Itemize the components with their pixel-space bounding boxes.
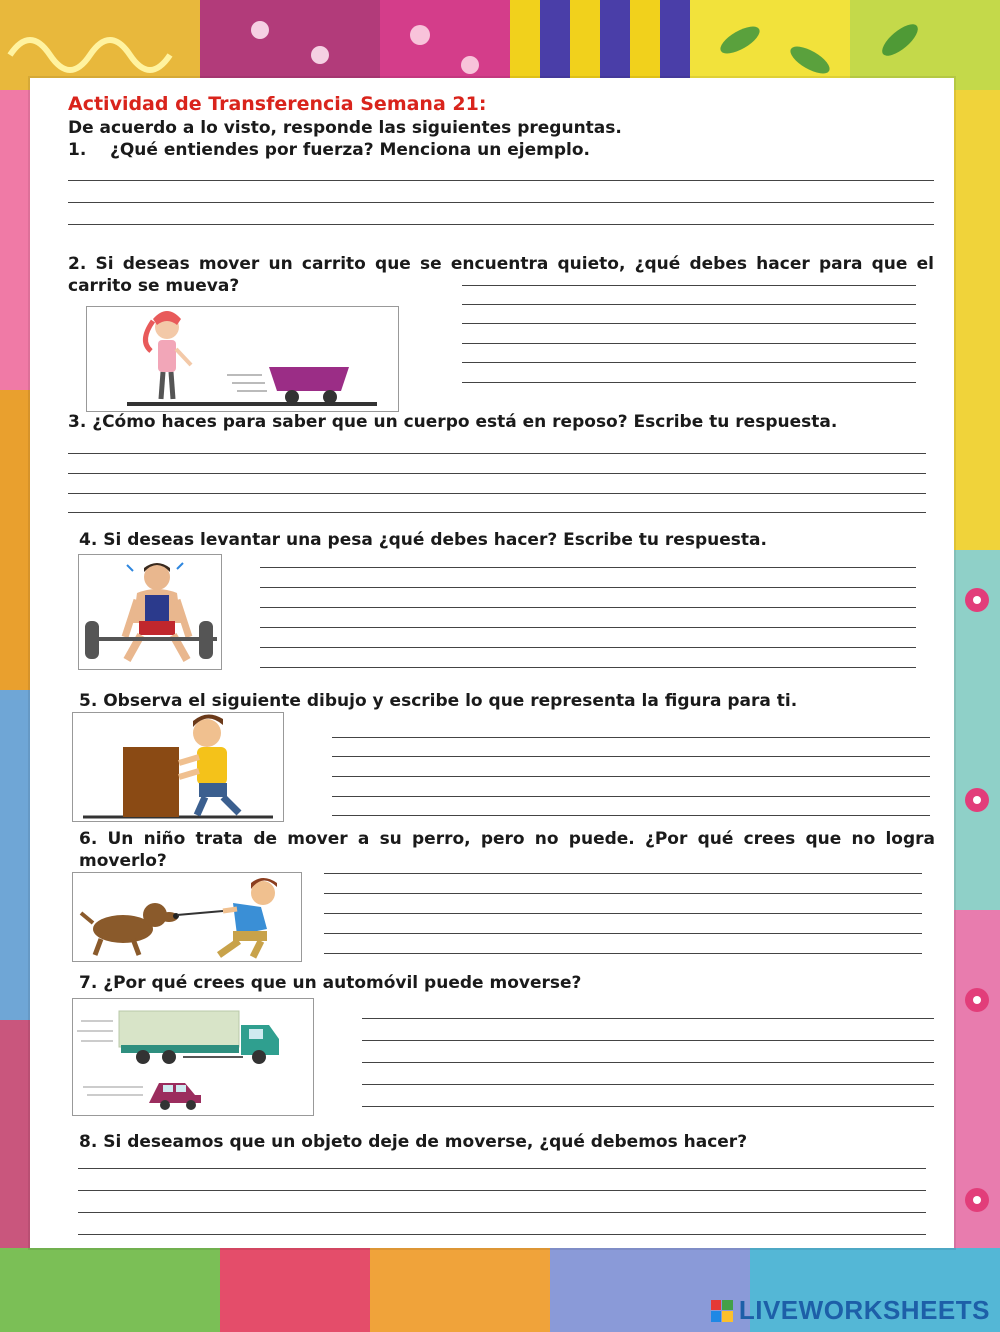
- answer-line[interactable]: [260, 647, 916, 648]
- answer-line[interactable]: [78, 1190, 926, 1191]
- answer-line[interactable]: [332, 815, 930, 816]
- answer-line[interactable]: [324, 953, 922, 954]
- answer-line[interactable]: [462, 362, 916, 363]
- boy-pulling-dog-illustration: [72, 872, 302, 962]
- truck-and-car-moving-illustration: [72, 998, 314, 1116]
- boy-pushing-box-illustration: [72, 712, 284, 822]
- answer-line[interactable]: [462, 382, 916, 383]
- answer-line[interactable]: [362, 1106, 934, 1107]
- answer-line[interactable]: [68, 473, 926, 474]
- question-5: 5. Observa el siguiente dibujo y escribe lo que representa la figura para ti.: [79, 691, 798, 711]
- weightlifter-illustration: [78, 554, 222, 670]
- top-border-pattern: [0, 0, 1000, 90]
- answer-line[interactable]: [362, 1062, 934, 1063]
- answer-line[interactable]: [78, 1212, 926, 1213]
- girl-pulling-wagon-illustration: [86, 306, 399, 412]
- question-2: 2. Si deseas mover un carrito que se encuentra quieto, ¿qué debes hacer para que el carrito se mueva?: [68, 254, 934, 296]
- answer-line[interactable]: [332, 756, 930, 757]
- answer-line[interactable]: [324, 913, 922, 914]
- liveworksheets-logo: [711, 1295, 990, 1326]
- answer-line[interactable]: [260, 587, 916, 588]
- question-4: 4. Si deseas levantar una pesa ¿qué debes hacer? Escribe tu respuesta.: [79, 530, 767, 550]
- answer-line[interactable]: [260, 607, 916, 608]
- answer-line[interactable]: [462, 323, 916, 324]
- worksheet-sheet: [30, 78, 954, 1248]
- answer-line[interactable]: [324, 893, 922, 894]
- question-8: 8. Si deseamos que un objeto deje de moverse, ¿qué debemos hacer?: [79, 1132, 748, 1152]
- answer-line[interactable]: [68, 493, 926, 494]
- answer-line[interactable]: [362, 1018, 934, 1019]
- answer-line[interactable]: [462, 304, 916, 305]
- answer-line[interactable]: [324, 933, 922, 934]
- answer-line[interactable]: [68, 224, 934, 225]
- liveworksheets-logo-icon: [711, 1300, 733, 1322]
- answer-line[interactable]: [362, 1084, 934, 1085]
- answer-line[interactable]: [324, 873, 922, 874]
- answer-line[interactable]: [462, 285, 916, 286]
- answer-line[interactable]: [332, 796, 930, 797]
- answer-line[interactable]: [68, 180, 934, 181]
- answer-line[interactable]: [78, 1168, 926, 1169]
- answer-line[interactable]: [68, 453, 926, 454]
- question-6: 6. Un niño trata de mover a su perro, pero no puede. ¿Por qué crees que no logra moverlo?: [79, 829, 935, 871]
- answer-line[interactable]: [260, 627, 916, 628]
- brand-name: LIVEWORKSHEETS: [738, 1295, 990, 1325]
- question-7: 7. ¿Por qué crees que un automóvil puede moverse?: [79, 973, 582, 993]
- question-3: 3. ¿Cómo haces para saber que un cuerpo está en reposo? Escribe tu respuesta.: [68, 412, 838, 432]
- instructions: De acuerdo a lo visto, responde las siguientes preguntas.: [68, 118, 622, 138]
- worksheet-title: Actividad de Transferencia Semana 21:: [68, 93, 487, 115]
- answer-line[interactable]: [260, 567, 916, 568]
- answer-line[interactable]: [68, 512, 926, 513]
- answer-line[interactable]: [68, 202, 934, 203]
- answer-line[interactable]: [462, 343, 916, 344]
- answer-line[interactable]: [260, 667, 916, 668]
- answer-line[interactable]: [362, 1040, 934, 1041]
- question-1: 1. ¿Qué entiendes por fuerza? Menciona un ejemplo.: [68, 140, 590, 160]
- answer-line[interactable]: [332, 737, 930, 738]
- answer-line[interactable]: [78, 1234, 926, 1235]
- answer-line[interactable]: [332, 776, 930, 777]
- right-border-flowers: [954, 560, 1000, 1260]
